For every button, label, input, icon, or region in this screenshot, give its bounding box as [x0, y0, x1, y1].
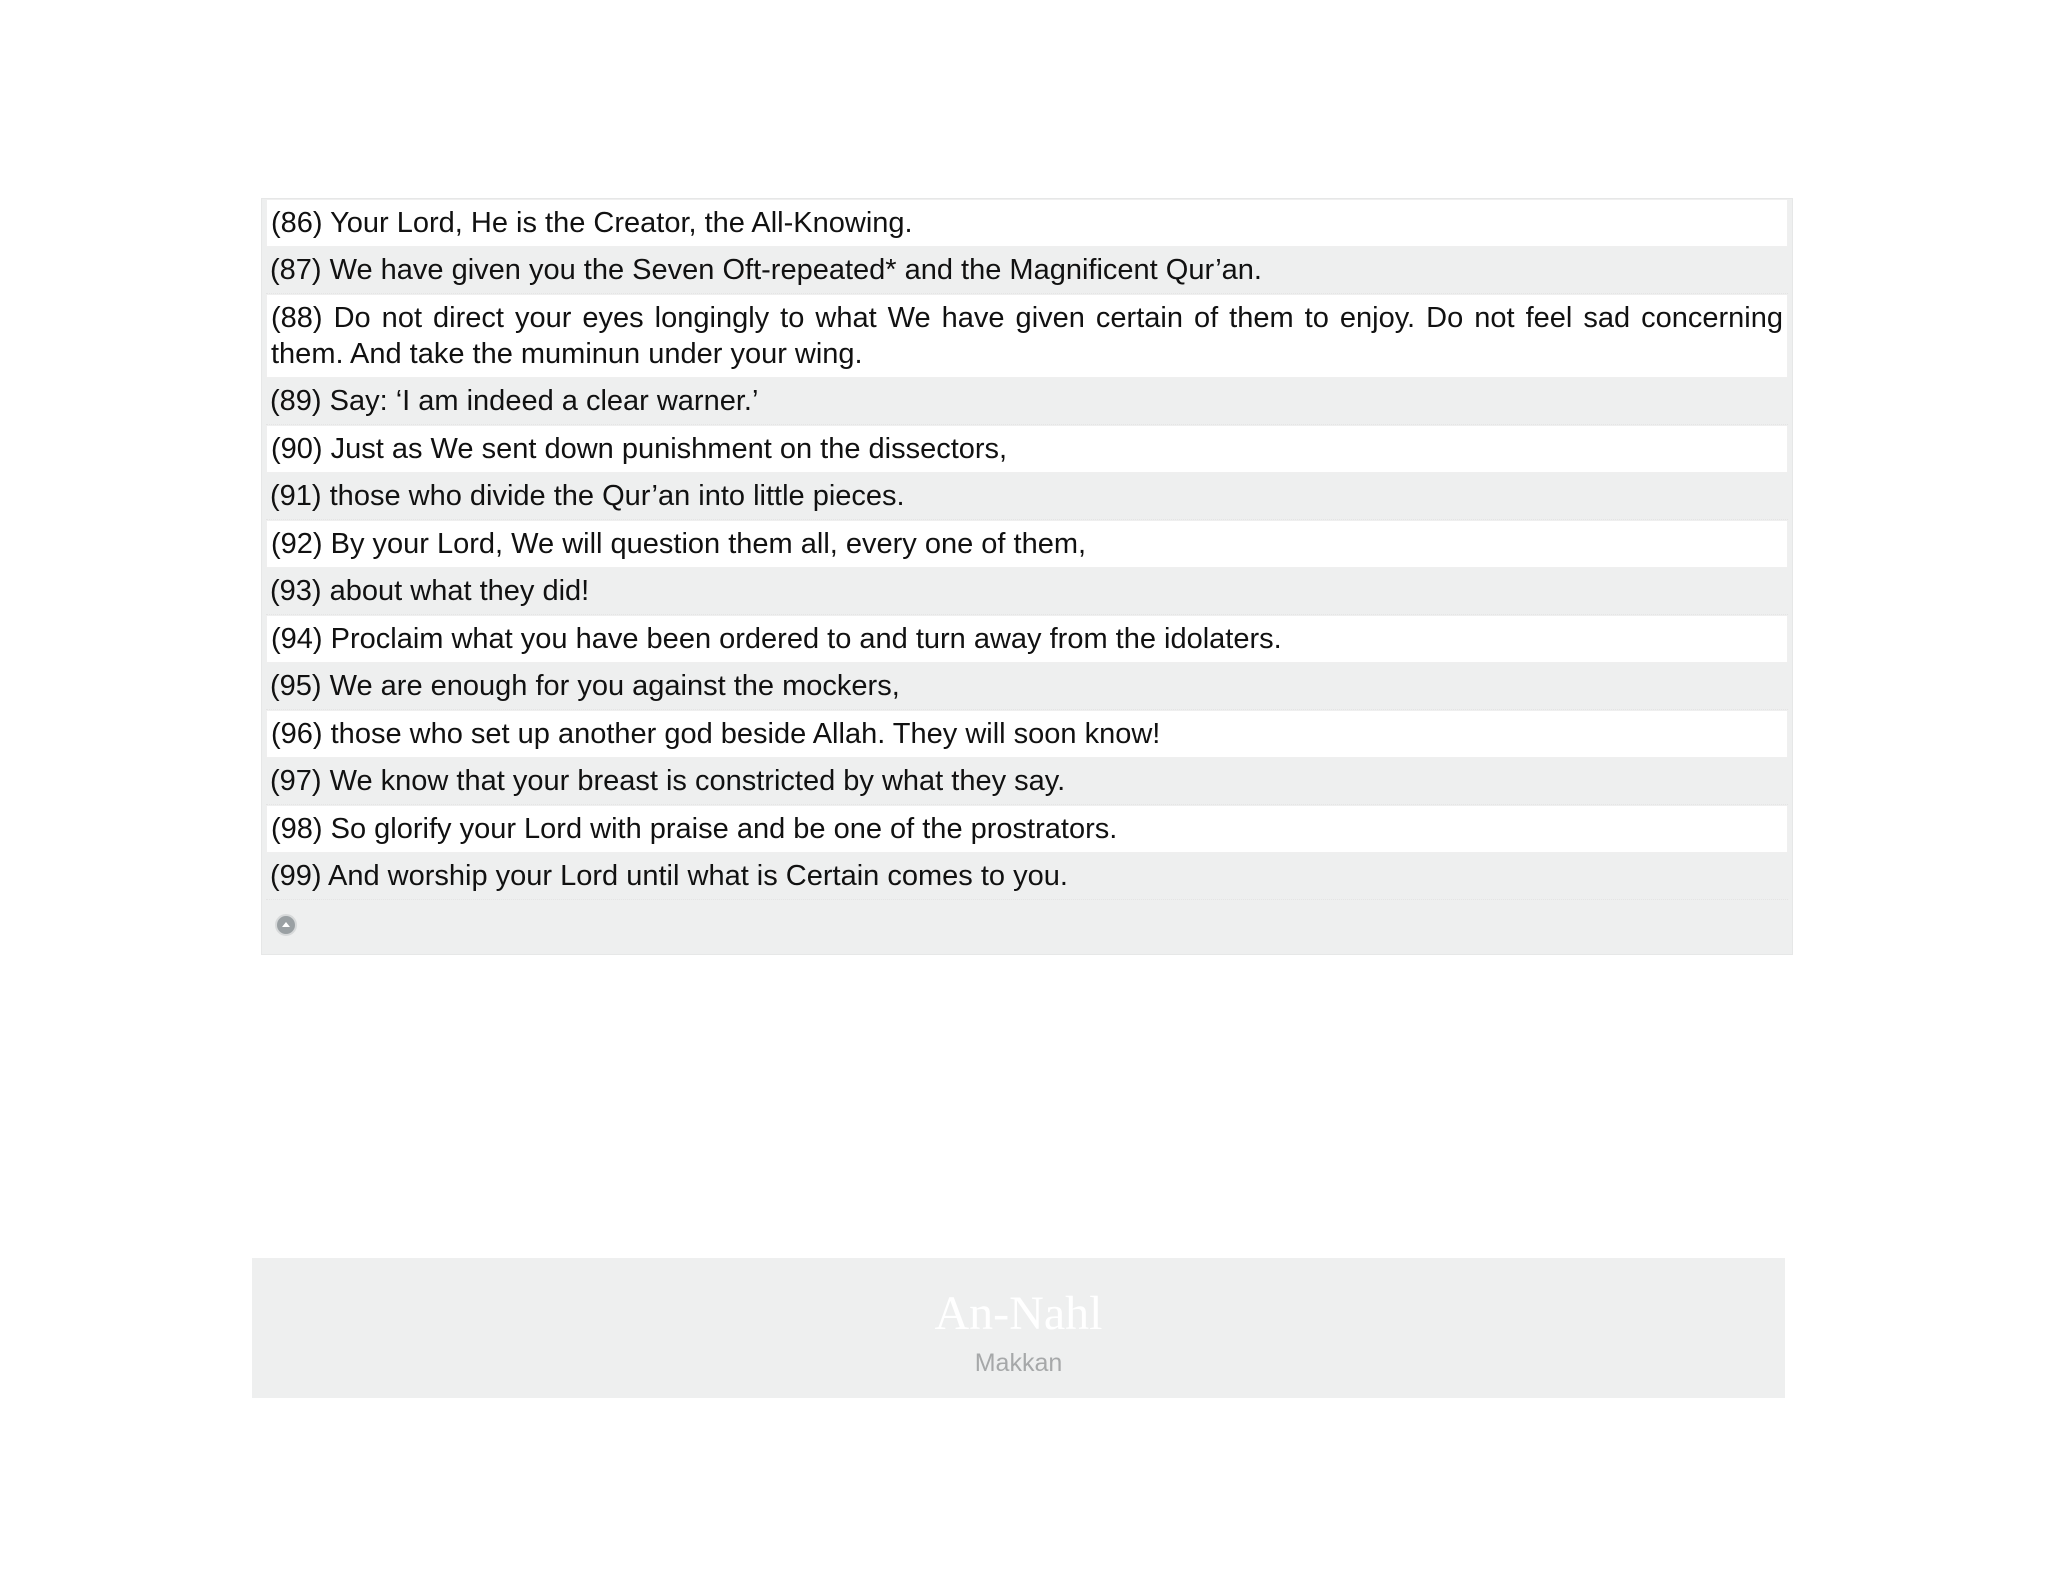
verse-row: (98) So glorify your Lord with praise and be one of the prostrators. — [266, 805, 1788, 853]
surah-banner — [252, 1258, 1785, 1398]
verse-row: (87) We have given you the Seven Oft-repeated* and the Magnificent Qur’an. — [266, 247, 1788, 294]
scroll-up-icon[interactable] — [275, 914, 297, 936]
surah-revelation-type: Makkan — [974, 1349, 1063, 1377]
verse-row: (88) Do not direct your eyes longingly to what We have given certain of them to enjoy. Do not feel sad concerning them. And take the muminun under your wing. — [266, 294, 1788, 378]
verse-row: (96) those who set up another god beside Allah. They will soon know! — [266, 710, 1788, 758]
verse-row: (99) And worship your Lord until what is Certain comes to you. — [266, 853, 1788, 900]
verse-row: (94) Proclaim what you have been ordered to and turn away from the idolaters. — [266, 615, 1788, 663]
verse-row: (97) We know that your breast is constricted by what they say. — [266, 758, 1788, 805]
surah-title: An-Nahl — [934, 1287, 1103, 1340]
verse-row: (90) Just as We sent down punishment on the dissectors, — [266, 425, 1788, 473]
verse-row: (95) We are enough for you against the mockers, — [266, 663, 1788, 710]
verse-row: (91) those who divide the Qur’an into little pieces. — [266, 473, 1788, 520]
verse-row: (93) about what they did! — [266, 568, 1788, 615]
table-footer — [266, 900, 1788, 954]
verse-table — [261, 198, 1793, 955]
verse-row: (89) Say: ‘I am indeed a clear warner.’ — [266, 378, 1788, 425]
verse-list — [266, 199, 1788, 900]
verse-row: (92) By your Lord, We will question them all, every one of them, — [266, 520, 1788, 568]
verse-row: (86) Your Lord, He is the Creator, the All-Knowing. — [266, 199, 1788, 247]
